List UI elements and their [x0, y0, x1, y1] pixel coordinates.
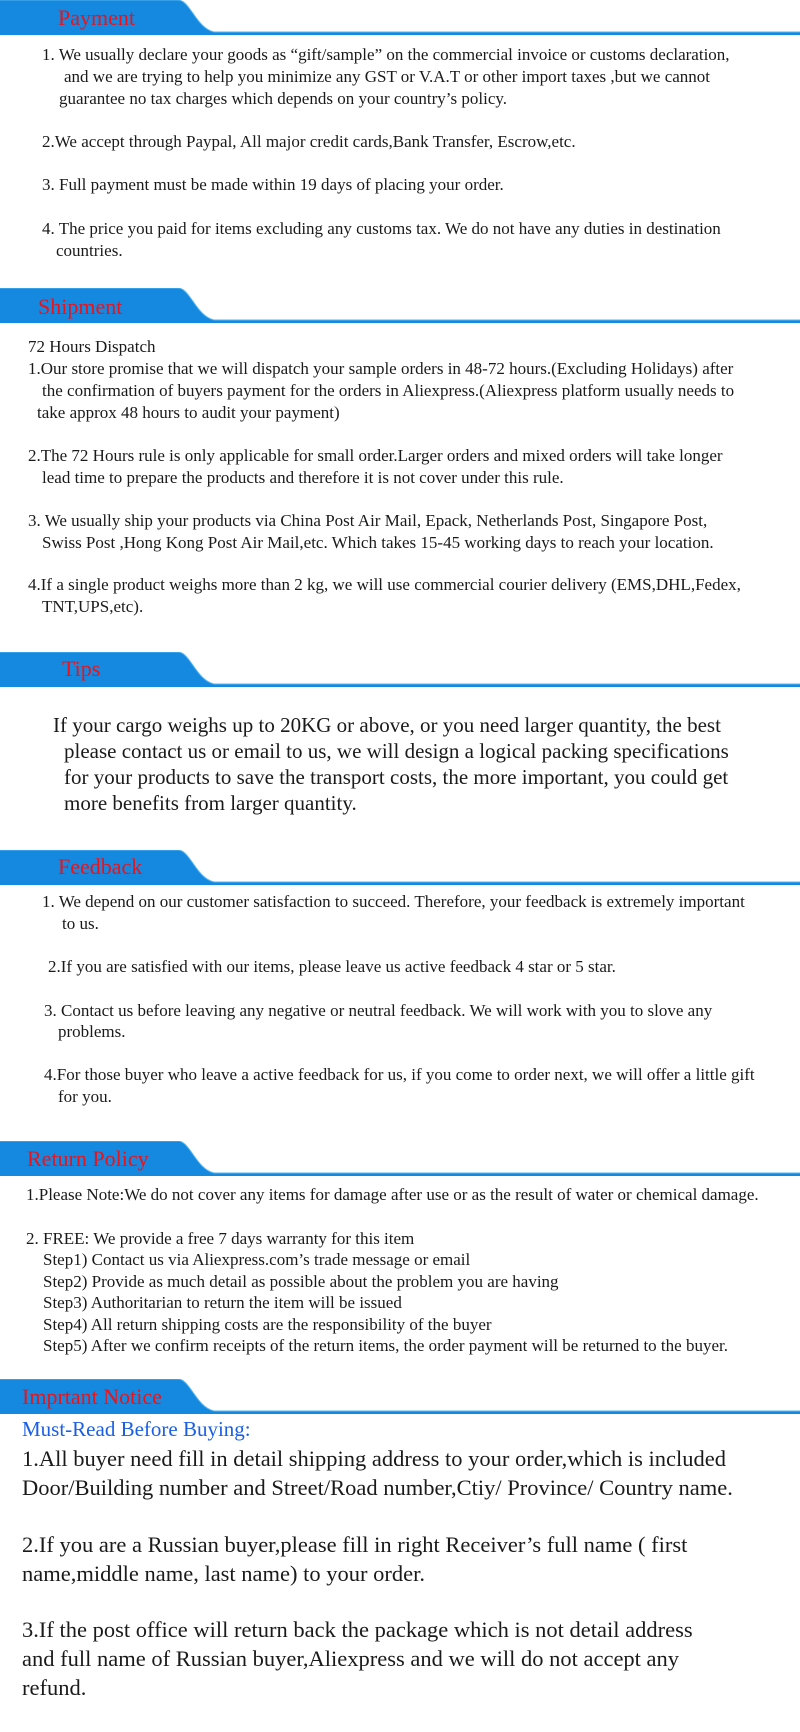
feedback-banner: [0, 850, 800, 886]
payment-item-1-line-3: guarantee no tax charges which depends on your country’s policy.: [59, 89, 508, 108]
shipment-intro: 72 Hours Dispatch: [28, 337, 156, 356]
notice-line-2: Door/Building number and Street/Road number,Ctiy/ Province/ Country name.: [22, 1475, 733, 1500]
shipment-item-1-line-1: 1.Our store promise that we will dispatch your sample orders in 48-72 hours.(Excluding Holidays) after: [28, 359, 734, 378]
return-policy-title: Return Policy: [27, 1146, 149, 1171]
banner-shape: [0, 652, 800, 688]
notice-line-4: name,middle name, last name) to your order.: [22, 1561, 426, 1586]
tips-title: Tips: [62, 656, 101, 681]
feedback-item-1-line-1: 1. We depend on our customer satisfaction to succeed. Therefore, your feedback is extremely important: [42, 892, 745, 911]
tips-banner: [0, 652, 800, 688]
feedback-item-3-line-2: problems.: [58, 1022, 126, 1041]
feedback-item-2: 2.If you are satisfied with our items, please leave us active feedback 4 star or 5 star.: [48, 957, 616, 976]
payment-title: Payment: [58, 5, 135, 30]
return-step-1: Step1) Contact us via Aliexpress.com’s trade message or email: [43, 1250, 471, 1269]
shipment-item-3-line-1: 3. We usually ship your products via China Post Air Mail, Epack, Netherlands Post, Singapore Post,: [28, 511, 708, 530]
tips-line-4: more benefits from larger quantity.: [64, 791, 357, 815]
feedback-item-4-line-1: 4.For those buyer who leave a active feedback for us, if you come to order next, we will offer a little gift: [44, 1065, 755, 1084]
payment-banner: [0, 0, 800, 36]
payment-item-1-line-1: 1. We usually declare your goods as “gift/sample” on the commercial invoice or customs declaration,: [42, 45, 730, 64]
payment-item-1-line-2: and we are trying to help you minimize any GST or V.A.T or other import taxes ,but we cannot: [64, 67, 711, 86]
notice-line-1: 1.All buyer need fill in detail shipping address to your order,which is included: [22, 1446, 726, 1471]
feedback-title: Feedback: [58, 854, 143, 879]
notice-line-6: and full name of Russian buyer,Aliexpress and we will do not accept any: [22, 1646, 680, 1671]
payment-item-4-line-1: 4. The price you paid for items excluding any customs tax. We do not have any duties in destination: [42, 219, 721, 238]
shipment-item-2-line-1: 2.The 72 Hours rule is only applicable for small order.Larger orders and mixed orders will take longer: [28, 446, 723, 465]
return-policy-free: 2. FREE: We provide a free 7 days warranty for this item: [26, 1229, 415, 1248]
shipment-item-1-line-3: take approx 48 hours to audit your payment): [37, 403, 340, 422]
notice-line-3: 2.If you are a Russian buyer,please fill in right Receiver’s full name ( first: [22, 1532, 688, 1557]
shipment-banner: [0, 288, 800, 324]
tips-line-1: If your cargo weighs up to 20KG or above, or you need larger quantity, the best: [53, 713, 721, 737]
feedback-item-3-line-1: 3. Contact us before leaving any negative or neutral feedback. We will work with you to slove any: [44, 1001, 713, 1020]
shipment-title: Shipment: [38, 294, 123, 319]
feedback-item-4-line-2: for you.: [58, 1087, 112, 1106]
payment-item-4-line-2: countries.: [56, 241, 123, 260]
notice-line-5: 3.If the post office will return back the package which is not detail address: [22, 1617, 693, 1642]
return-step-5: Step5) After we confirm receipts of the return items, the order payment will be returned to the buyer.: [43, 1336, 728, 1355]
notice-banner: [0, 1379, 800, 1415]
return-step-4: Step4) All return shipping costs are the responsibility of the buyer: [43, 1315, 492, 1334]
return-step-2: Step2) Provide as much detail as possible about the problem you are having: [43, 1272, 559, 1291]
notice-line-7: refund.: [22, 1675, 87, 1700]
return-policy-banner: [0, 1141, 800, 1177]
shipment-item-4-line-1: 4.If a single product weighs more than 2 kg, we will use commercial courier delivery (EMS,DHL,Fedex,: [28, 575, 741, 594]
notice-title: Imprtant Notice: [22, 1384, 162, 1409]
payment-item-2: 2.We accept through Paypal, All major credit cards,Bank Transfer, Escrow,etc.: [42, 132, 576, 151]
shipment-item-3-line-2: Swiss Post ,Hong Kong Post Air Mail,etc. Which takes 15-45 working days to reach your location.: [42, 533, 714, 552]
return-step-3: Step3) Authoritarian to return the item will be issued: [43, 1293, 402, 1312]
notice-subtitle: Must-Read Before Buying:: [22, 1417, 251, 1441]
shipment-item-2-line-2: lead time to prepare the products and therefore it is not cover under this rule.: [42, 468, 564, 487]
tips-line-3: for your products to save the transport costs, the more important, you could get: [64, 765, 729, 789]
shipment-item-1-line-2: the confirmation of buyers payment for the orders in Aliexpress.(Aliexpress platform usually needs to: [42, 381, 735, 400]
feedback-item-1-line-2: to us.: [62, 914, 99, 933]
return-policy-note: 1.Please Note:We do not cover any items for damage after use or as the result of water or chemical damage.: [26, 1185, 759, 1204]
payment-item-3: 3. Full payment must be made within 19 days of placing your order.: [42, 175, 504, 194]
shipment-item-4-line-2: TNT,UPS,etc).: [42, 597, 144, 616]
tips-line-2: please contact us or email to us, we will design a logical packing specifications: [64, 739, 729, 763]
